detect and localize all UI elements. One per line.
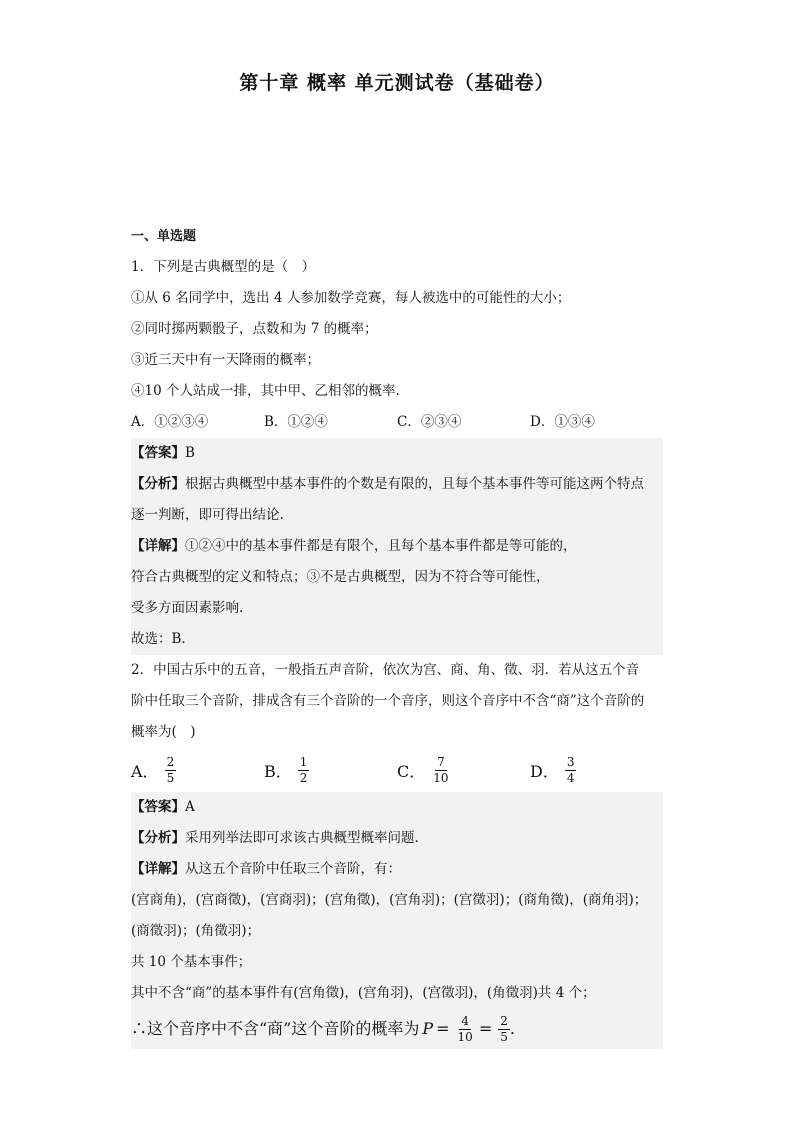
q1-item-3: ③近三天中有一天降雨的概率； — [131, 352, 320, 368]
answer-value: A — [185, 799, 195, 815]
detail-text: 从这五个音阶中任取三个音阶，有： — [185, 861, 401, 877]
q2-detail-line-1 — [131, 854, 663, 885]
fraction — [298, 755, 310, 786]
detail-text: ①②④中的基本事件都是有限个，且每个基本事件都是等可能的， — [185, 538, 577, 554]
answer-value: B — [185, 445, 195, 461]
equals-sign: = — [436, 1019, 450, 1038]
choice-label: B． — [264, 761, 292, 781]
fraction — [498, 1014, 510, 1045]
q1-choices — [131, 407, 663, 438]
q1-detail-line-4: 故选：B. — [131, 631, 186, 647]
detail-tag: 【详解】 — [131, 861, 185, 877]
numerator: 2 — [500, 1013, 508, 1028]
answer-tag: 【答案】 — [131, 445, 185, 461]
numerator: 1 — [299, 754, 308, 769]
denominator: 10 — [457, 1029, 473, 1044]
q1-analysis-line-1 — [131, 469, 663, 500]
fraction — [431, 755, 450, 786]
q1-item-2: ②同时掷两颗骰子，点数和为 7 的概率； — [131, 321, 378, 337]
q2-choices — [131, 748, 663, 792]
analysis-text: 根据古典概型中基本事件的个数是有限的，且每个基本事件等可能这两个特点 — [185, 476, 644, 492]
analysis-tag: 【分析】 — [131, 830, 185, 846]
q2-detail-line-4: 共 10 个基本事件； — [131, 954, 252, 970]
q1-answer — [131, 438, 663, 469]
fraction — [456, 1014, 475, 1045]
q1-choice-b: B．①②④ — [264, 414, 328, 430]
numerator: 2 — [166, 754, 175, 769]
q2-stem-line-2: 阶中任取三个音阶，排成含有三个音阶的一个音序，则这个音序中不含“商”这个音阶的 — [131, 693, 645, 709]
q2-stem-line-3: 概率为( ) — [131, 724, 196, 740]
q1-analysis-line-2: 逐一判断，即可得出结论. — [131, 507, 284, 523]
period: . — [509, 1019, 515, 1038]
q1-stem: 1．下列是古典概型的是（ ） — [131, 259, 316, 275]
q1-solution-block — [131, 438, 663, 655]
section-heading: 一、单选题 — [131, 229, 197, 244]
answer-tag: 【答案】 — [131, 799, 185, 815]
denominator: 10 — [433, 770, 449, 785]
q1-detail-line-1 — [131, 531, 663, 562]
q2-answer — [131, 792, 663, 823]
final-text: ∴这个音序中不含“商”这个音阶的概率为 — [131, 1019, 420, 1038]
choice-label: C． — [397, 761, 426, 781]
denominator: 4 — [566, 770, 575, 785]
q1-detail-line-2: 符合古典概型的定义和特点；③不是古典概型，因为不符合等可能性， — [131, 569, 550, 585]
q2-choice-a — [131, 748, 264, 792]
numerator: 3 — [566, 754, 575, 769]
numerator: 7 — [437, 754, 445, 769]
choice-label: A． — [131, 761, 159, 781]
equals-sign: = — [478, 1019, 493, 1038]
q2-solution-block — [131, 792, 663, 1049]
fraction — [565, 755, 577, 786]
q2-choice-d — [530, 748, 663, 792]
q2-choice-c — [397, 748, 530, 792]
q1-choice-c: C．②③④ — [397, 414, 462, 430]
document-body — [131, 226, 663, 1049]
denominator: 2 — [299, 770, 308, 785]
q2-analysis — [131, 823, 663, 854]
q2-detail-line-2: (宫商角)，(宫商徵)，(宫商羽)；(宫角徵)，(宫角羽)；(宫徵羽)；(商角徵)，(商角羽)； — [131, 892, 648, 908]
q1-detail-line-3: 受多方面因素影响. — [131, 600, 244, 616]
q1-item-1: ①从 6 名同学中，选出 4 人参加数学竞赛，每人被选中的可能性的大小； — [131, 290, 571, 306]
q2-detail-line-5: 其中不含“商”的基本事件有(宫角徵)，(宫角羽)，(宫徵羽)，(角徵羽)共 4 个； — [131, 985, 596, 1001]
choice-label: D． — [530, 761, 559, 781]
detail-tag: 【详解】 — [131, 538, 185, 554]
q2-detail-line-3: (商徵羽)；(角徵羽)； — [131, 923, 261, 939]
q1-choice-a: A．①②③④ — [131, 414, 209, 430]
fraction — [165, 755, 177, 786]
document-title: 第十章 概率 单元测试卷（基础卷） — [239, 72, 555, 94]
q1-item-4: ④10 个人站成一排，其中甲、乙相邻的概率. — [131, 383, 400, 399]
analysis-text: 采用列举法即可求该古典概型概率问题. — [185, 830, 419, 846]
q2-final-line — [131, 1009, 663, 1049]
q1-choice-d: D．①③④ — [530, 414, 595, 430]
denominator: 5 — [166, 770, 175, 785]
q2-stem-line-1: 2．中国古乐中的五音，一般指五声音阶，依次为宫、商、角、徵、羽．若从这五个音 — [131, 662, 640, 678]
denominator: 5 — [500, 1029, 508, 1044]
numerator: 4 — [461, 1013, 469, 1028]
probability-variable: P — [422, 1019, 434, 1038]
q2-choice-b — [264, 748, 397, 792]
analysis-tag: 【分析】 — [131, 476, 185, 492]
